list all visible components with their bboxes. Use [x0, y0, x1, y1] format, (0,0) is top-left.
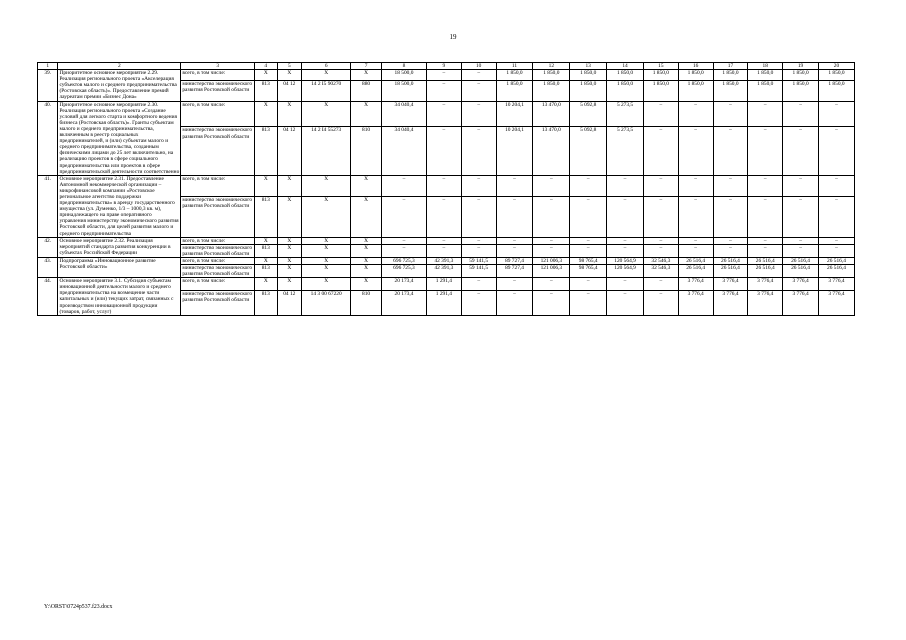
value-cell: – — [570, 175, 607, 197]
value-cell: 120 564,9 — [607, 265, 644, 278]
value-cell: 26 516,4 — [818, 265, 854, 278]
page-number: 19 — [449, 33, 457, 41]
column-number-header: 20 — [818, 63, 854, 70]
value-cell: Х — [302, 265, 351, 278]
value-cell: 59 141,5 — [461, 257, 496, 264]
value-cell: – — [496, 278, 533, 291]
value-cell: Х — [255, 175, 278, 197]
column-number-header: 4 — [255, 63, 278, 70]
value-cell: – — [426, 197, 461, 237]
value-cell: 3 776,4 — [678, 291, 713, 315]
value-cell: 26 516,4 — [783, 257, 819, 264]
value-cell: 04 12 — [277, 81, 302, 101]
value-cell: – — [461, 278, 496, 291]
value-cell: 1 850,0 — [783, 81, 819, 101]
value-cell: 3 776,4 — [713, 278, 748, 291]
value-cell: 1 850,0 — [713, 81, 748, 101]
value-cell: 20 173,4 — [381, 278, 426, 291]
executor-cell: всего, в том числе: — [181, 278, 255, 291]
value-cell: 14 2 I4 55273 — [302, 127, 351, 175]
value-cell: – — [426, 101, 461, 127]
value-cell: – — [607, 175, 644, 197]
value-cell: – — [426, 70, 461, 81]
value-cell: – — [496, 237, 533, 244]
value-cell: Х — [277, 265, 302, 278]
value-cell: 1 850,0 — [533, 70, 570, 81]
column-number-header: 18 — [748, 63, 783, 70]
value-cell: 98 765,4 — [570, 265, 607, 278]
column-number-header: 10 — [461, 63, 496, 70]
value-cell: Х — [277, 278, 302, 291]
value-cell: 26 516,4 — [678, 265, 713, 278]
value-cell: 32 546,3 — [643, 265, 678, 278]
table-row-total — [38, 175, 855, 197]
value-cell: 26 516,4 — [713, 257, 748, 264]
value-cell: 696 725,3 — [381, 257, 426, 264]
value-cell: 120 564,9 — [607, 257, 644, 264]
value-cell: 26 516,4 — [713, 265, 748, 278]
value-cell: – — [713, 197, 748, 237]
value-cell: Х — [255, 101, 278, 127]
executor-cell: министерство экономического развития Ростовской области — [181, 265, 255, 278]
value-cell: – — [381, 175, 426, 197]
value-cell: – — [713, 101, 748, 127]
value-cell: 1 850,0 — [607, 81, 644, 101]
value-cell: 20 173,4 — [381, 291, 426, 315]
value-cell: 813 — [255, 291, 278, 315]
value-cell: Х — [302, 101, 351, 127]
value-cell: 26 516,4 — [678, 257, 713, 264]
row-number-cell: 42. — [38, 237, 58, 257]
value-cell: Х — [302, 70, 351, 81]
value-cell: – — [643, 237, 678, 244]
value-cell: 880 — [351, 81, 382, 101]
value-cell: Х — [277, 197, 302, 237]
value-cell: Х — [351, 197, 382, 237]
executor-cell: министерство экономического развития Ростовской области — [181, 81, 255, 101]
table-row-total — [38, 257, 855, 264]
value-cell: 813 — [255, 81, 278, 101]
row-number-cell: 39. — [38, 70, 58, 101]
value-cell: – — [748, 175, 783, 197]
value-cell: – — [607, 291, 644, 315]
value-cell: 1 850,0 — [818, 81, 854, 101]
value-cell: Х — [302, 197, 351, 237]
column-number-header: 1 — [38, 63, 58, 70]
table-row-total — [38, 101, 855, 127]
value-cell: 3 776,4 — [783, 291, 819, 315]
value-cell: 34 040,4 — [381, 127, 426, 175]
value-cell: 1 850,0 — [643, 70, 678, 81]
value-cell: 13 470,0 — [533, 127, 570, 175]
value-cell: 10 204,1 — [496, 127, 533, 175]
value-cell: – — [818, 101, 854, 127]
value-cell: – — [678, 175, 713, 197]
value-cell: 1 291,4 — [426, 278, 461, 291]
value-cell: – — [570, 237, 607, 244]
value-cell: – — [607, 244, 644, 257]
value-cell: 3 776,4 — [713, 291, 748, 315]
column-number-header: 2 — [58, 63, 181, 70]
value-cell: 26 516,4 — [818, 257, 854, 264]
value-cell: – — [783, 101, 819, 127]
executor-cell: министерство экономического развития Ростовской области — [181, 291, 255, 315]
value-cell: – — [783, 197, 819, 237]
value-cell: – — [818, 197, 854, 237]
value-cell: – — [783, 237, 819, 244]
value-cell: Х — [302, 278, 351, 291]
value-cell: Х — [277, 101, 302, 127]
row-number-cell: 43. — [38, 257, 58, 277]
column-number-header: 16 — [678, 63, 713, 70]
value-cell: – — [607, 278, 644, 291]
value-cell: Х — [302, 257, 351, 264]
value-cell: – — [748, 244, 783, 257]
file-path-footer: Y:\ORST\0724p537.f23.docx — [44, 604, 113, 610]
column-number-header: 8 — [381, 63, 426, 70]
value-cell: – — [496, 197, 533, 237]
value-cell: Х — [351, 257, 382, 264]
column-number-header: 7 — [351, 63, 382, 70]
value-cell: – — [461, 175, 496, 197]
value-cell: 89 727,4 — [496, 257, 533, 264]
value-cell: – — [713, 175, 748, 197]
value-cell: 04 12 — [277, 127, 302, 175]
value-cell: – — [678, 127, 713, 175]
value-cell: – — [426, 81, 461, 101]
column-number-header: 17 — [713, 63, 748, 70]
value-cell: – — [818, 237, 854, 244]
value-cell: – — [643, 244, 678, 257]
value-cell: 5 092,8 — [570, 127, 607, 175]
value-cell: 14 3 00 67220 — [302, 291, 351, 315]
executor-cell: министерство экономического развития Ростовской области — [181, 197, 255, 237]
value-cell: – — [570, 197, 607, 237]
value-cell: – — [607, 237, 644, 244]
value-cell: 1 850,0 — [496, 70, 533, 81]
column-number-header: 11 — [496, 63, 533, 70]
value-cell: Х — [255, 257, 278, 264]
value-cell: – — [643, 278, 678, 291]
budget-table-container — [37, 62, 855, 316]
value-cell: 810 — [351, 291, 382, 315]
value-cell: – — [533, 278, 570, 291]
table-row-total — [38, 278, 855, 291]
executor-cell: министерство экономического развития Ростовской области — [181, 244, 255, 257]
value-cell: Х — [277, 70, 302, 81]
value-cell: – — [643, 175, 678, 197]
value-cell: Х — [302, 244, 351, 257]
value-cell: – — [643, 291, 678, 315]
value-cell: – — [570, 278, 607, 291]
value-cell: 26 516,4 — [783, 265, 819, 278]
value-cell: 1 850,0 — [818, 70, 854, 81]
value-cell: 696 725,3 — [381, 265, 426, 278]
value-cell: Х — [255, 237, 278, 244]
value-cell: 1 850,0 — [678, 81, 713, 101]
column-number-header: 5 — [277, 63, 302, 70]
value-cell: – — [678, 101, 713, 127]
value-cell: 5 273,5 — [607, 127, 644, 175]
column-number-header: 3 — [181, 63, 255, 70]
measure-name-cell: Приоритетное основное мероприятие 2.30. Реализация регионального проекта «Создание условий для легкого старта и комфортного ведения бизнеса (Ростовская область)». Гранты субъектам малого и среднего предпринимательства, включенным в реестр социальных предпринимателей, и (или) субъектам малого и среднего предпринимательства, созданным физическими лицами до 25 лет включительно, на реализацию проектов в сфере социального предпринимательства или проектов в сфере предпринимательской деятельности соответственно — [59, 101, 180, 175]
value-cell: 13 470,0 — [533, 101, 570, 127]
value-cell: 3 776,4 — [783, 278, 819, 291]
value-cell: 5 092,8 — [570, 101, 607, 127]
value-cell: 3 776,4 — [818, 278, 854, 291]
value-cell: 1 850,0 — [533, 81, 570, 101]
column-number-header: 19 — [783, 63, 819, 70]
value-cell: – — [461, 70, 496, 81]
value-cell: 32 546,3 — [643, 257, 678, 264]
value-cell: 121 006,3 — [533, 257, 570, 264]
value-cell: – — [818, 127, 854, 175]
value-cell: 18 500,0 — [381, 70, 426, 81]
value-cell: 3 776,4 — [748, 278, 783, 291]
value-cell: – — [461, 197, 496, 237]
value-cell: Х — [277, 237, 302, 244]
measure-name-cell: Основное мероприятие 2.31. Предоставление Автономной некоммерческой организации – микрофинансовой компании «Ростовское региональное агентство поддержки предпринимательства» в аренду государственного имущества (ул. Думенко, 1/3 – 1000,3 кв. м), принадлежащего на праве оперативного управления министерству экономического развития Ростовской области, для целей развития малого и среднего предпринимательства — [58, 175, 181, 237]
value-cell: – — [461, 101, 496, 127]
value-cell: 1 850,0 — [748, 70, 783, 81]
value-cell: – — [426, 237, 461, 244]
value-cell: 1 850,0 — [678, 70, 713, 81]
value-cell: 10 204,1 — [496, 101, 533, 127]
value-cell: 98 765,4 — [570, 257, 607, 264]
value-cell: – — [533, 291, 570, 315]
value-cell: – — [496, 175, 533, 197]
value-cell: – — [461, 127, 496, 175]
executor-cell: всего, в том числе: — [181, 175, 255, 197]
value-cell: Х — [255, 278, 278, 291]
value-cell: 14 2 I5 90270 — [302, 81, 351, 101]
value-cell: 3 776,4 — [748, 291, 783, 315]
value-cell: Х — [351, 244, 382, 257]
value-cell: – — [496, 291, 533, 315]
value-cell: 1 291,4 — [426, 291, 461, 315]
value-cell: – — [748, 101, 783, 127]
value-cell: – — [678, 244, 713, 257]
value-cell: 1 850,0 — [607, 70, 644, 81]
value-cell: Х — [255, 70, 278, 81]
value-cell: – — [678, 197, 713, 237]
value-cell: 04 12 — [277, 291, 302, 315]
value-cell: – — [381, 244, 426, 257]
value-cell: – — [426, 127, 461, 175]
value-cell: – — [643, 197, 678, 237]
value-cell: – — [783, 127, 819, 175]
value-cell: – — [426, 175, 461, 197]
value-cell: Х — [351, 101, 382, 127]
value-cell: 3 776,4 — [678, 278, 713, 291]
value-cell: 1 850,0 — [713, 70, 748, 81]
table-row-total — [38, 70, 855, 81]
column-number-header: 14 — [607, 63, 644, 70]
column-number-header: 15 — [643, 63, 678, 70]
executor-cell: всего, в том числе: — [181, 237, 255, 244]
value-cell: 1 850,0 — [783, 70, 819, 81]
value-cell: 121 006,3 — [533, 265, 570, 278]
measure-name-cell: Основное мероприятие 2.32. Реализация мероприятий стандарта развития конкуренции в субъектах Российской Федерации — [58, 237, 181, 257]
value-cell: – — [426, 244, 461, 257]
value-cell: – — [748, 127, 783, 175]
value-cell: Х — [351, 70, 382, 81]
value-cell: – — [533, 197, 570, 237]
value-cell: – — [381, 197, 426, 237]
value-cell: 3 776,4 — [818, 291, 854, 315]
value-cell: 1 850,0 — [748, 81, 783, 101]
column-number-header: 12 — [533, 63, 570, 70]
value-cell: – — [533, 244, 570, 257]
value-cell: – — [496, 244, 533, 257]
value-cell: – — [713, 244, 748, 257]
value-cell: 5 273,5 — [607, 101, 644, 127]
executor-cell: министерство экономического развития Ростовской области — [181, 127, 255, 175]
value-cell: 810 — [351, 127, 382, 175]
value-cell: – — [748, 237, 783, 244]
value-cell: – — [461, 237, 496, 244]
measure-name-cell: Основное мероприятие 3.1. Субсидия субъектам инновационной деятельности малого и среднего предпринимательства на возмещение части капитальных и (или) текущих затрат, связанных с производством инновационной продукции (товаров, работ, услуг) — [58, 278, 181, 316]
value-cell: 813 — [255, 127, 278, 175]
value-cell: Х — [302, 237, 351, 244]
column-number-header: 6 — [302, 63, 351, 70]
value-cell: 42 391,3 — [426, 257, 461, 264]
executor-cell: всего, в том числе: — [181, 257, 255, 264]
value-cell: – — [678, 237, 713, 244]
value-cell: – — [713, 127, 748, 175]
value-cell: – — [533, 175, 570, 197]
value-cell: – — [607, 197, 644, 237]
value-cell: – — [783, 175, 819, 197]
value-cell: 813 — [255, 265, 278, 278]
value-cell: 34 040,4 — [381, 101, 426, 127]
value-cell: – — [818, 175, 854, 197]
value-cell: 813 — [255, 197, 278, 237]
value-cell: 18 500,0 — [381, 81, 426, 101]
measure-name-cell: Приоритетное основное мероприятие 2.29. Реализация регионального проекта «Акселерация субъектов малого и среднего предпринимательства (Ростовская область)». Предоставление премий лауреатам премии «Бизнес Дона» — [58, 70, 181, 101]
value-cell: Х — [277, 244, 302, 257]
value-cell: – — [570, 291, 607, 315]
value-cell: 89 727,4 — [496, 265, 533, 278]
table-row-total — [38, 237, 855, 244]
value-cell: – — [748, 197, 783, 237]
value-cell: 26 516,4 — [748, 257, 783, 264]
value-cell: Х — [351, 265, 382, 278]
value-cell: – — [783, 244, 819, 257]
column-number-row — [38, 63, 855, 70]
row-number-cell: 40. — [38, 101, 58, 175]
column-number-header: 9 — [426, 63, 461, 70]
value-cell: 813 — [255, 244, 278, 257]
value-cell: 1 850,0 — [570, 70, 607, 81]
value-cell: Х — [351, 175, 382, 197]
value-cell: – — [461, 244, 496, 257]
value-cell: 26 516,4 — [748, 265, 783, 278]
value-cell: – — [643, 101, 678, 127]
value-cell: 1 850,0 — [643, 81, 678, 101]
value-cell: Х — [351, 278, 382, 291]
value-cell: 1 850,0 — [570, 81, 607, 101]
executor-cell: всего, в том числе: — [181, 70, 255, 81]
value-cell: – — [570, 244, 607, 257]
value-cell: – — [533, 237, 570, 244]
value-cell: 1 850,0 — [496, 81, 533, 101]
value-cell: – — [643, 127, 678, 175]
value-cell: – — [381, 237, 426, 244]
row-number-cell: 44. — [38, 278, 58, 316]
value-cell: Х — [277, 257, 302, 264]
budget-table — [37, 62, 855, 316]
executor-cell: всего, в том числе: — [181, 101, 255, 127]
value-cell: – — [461, 81, 496, 101]
value-cell: – — [461, 291, 496, 315]
value-cell: Х — [277, 175, 302, 197]
column-number-header: 13 — [570, 63, 607, 70]
table-body — [38, 70, 855, 316]
value-cell: Х — [302, 175, 351, 197]
value-cell: 42 391,3 — [426, 265, 461, 278]
value-cell: 59 141,5 — [461, 265, 496, 278]
value-cell: Х — [351, 237, 382, 244]
measure-name-cell: Подпрограмма «Инновационное развитие Ростовской области» — [58, 257, 181, 277]
row-number-cell: 41. — [38, 175, 58, 237]
value-cell: – — [713, 237, 748, 244]
value-cell: – — [818, 244, 854, 257]
